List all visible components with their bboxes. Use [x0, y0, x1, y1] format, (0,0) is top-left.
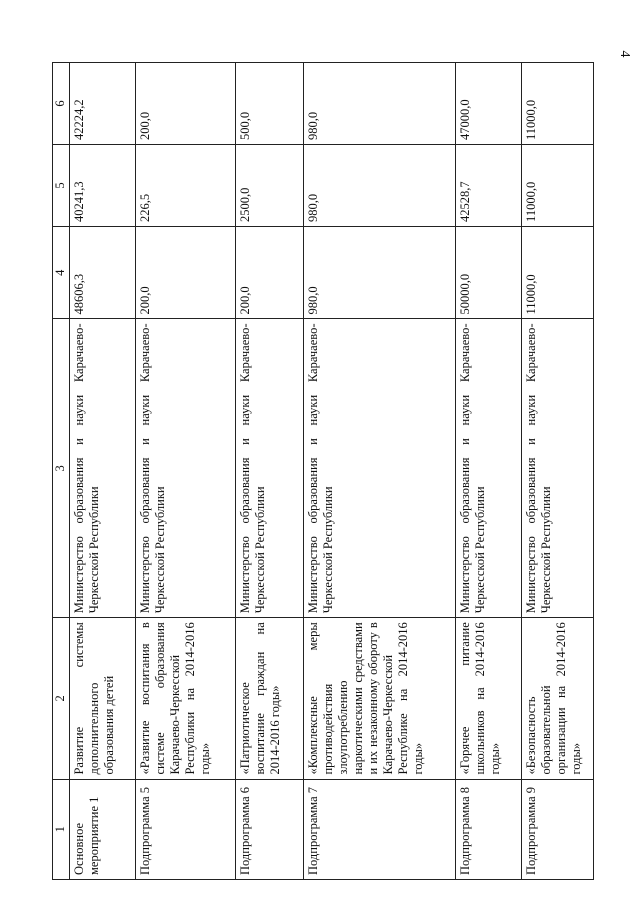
- value-cell: 11000,0: [522, 63, 594, 145]
- value-cell: 2500,0: [235, 145, 303, 227]
- column-header: 4: [53, 226, 70, 319]
- value-cell: 980,0: [304, 226, 456, 319]
- executor-cell: Министерство образования и науки Карачаево-Черкесской Республики: [135, 319, 235, 618]
- executor-cell: Министерство образования и науки Карачаево-Черкесской Республики: [522, 319, 594, 618]
- program-name-cell: Подпрограмма 6: [235, 779, 303, 879]
- value-cell: 500,0: [235, 63, 303, 145]
- program-title-cell: «Комплексные меры противодействия злоупотреблению наркотическими средствами и их незаконному обороту в Карачаево-Черкесской Республике на 2014-2016 годы»: [304, 618, 456, 779]
- value-cell: 11000,0: [522, 226, 594, 319]
- program-title-cell: «Развитие воспитания в системе образования Карачаево-Черкесской Республики на 2014-2016 годы»: [135, 618, 235, 779]
- program-title-cell: «Безопасность образовательной организации на 2014-2016 годы»: [522, 618, 594, 779]
- program-title-cell: Развитие системы дополнительного образования детей: [69, 618, 135, 779]
- value-cell: 42528,7: [456, 145, 522, 227]
- table-row: [69, 63, 135, 880]
- executor-cell: Министерство образования и науки Карачаево-Черкесской Республики: [69, 319, 135, 618]
- value-cell: 50000,0: [456, 226, 522, 319]
- value-cell: 200,0: [235, 226, 303, 319]
- value-cell: 40241,3: [69, 145, 135, 227]
- table-row: [235, 63, 303, 880]
- value-cell: 48606,3: [69, 226, 135, 319]
- value-cell: 226,5: [135, 145, 235, 227]
- header-row: [53, 63, 70, 880]
- column-header: 5: [53, 145, 70, 227]
- value-cell: 200,0: [135, 226, 235, 319]
- value-cell: 980,0: [304, 63, 456, 145]
- value-cell: 42224,2: [69, 63, 135, 145]
- table-row: [522, 63, 594, 880]
- column-header: 1: [53, 779, 70, 879]
- program-title-cell: «Патриотическое воспитание граждан на 2014-2016 годы»: [235, 618, 303, 779]
- executor-cell: Министерство образования и науки Карачаево-Черкесской Республики: [304, 319, 456, 618]
- program-name-cell: Подпрограмма 5: [135, 779, 235, 879]
- program-name-cell: Подпрограмма 9: [522, 779, 594, 879]
- column-header: 3: [53, 319, 70, 618]
- value-cell: 980,0: [304, 145, 456, 227]
- value-cell: 11000,0: [522, 145, 594, 227]
- value-cell: 200,0: [135, 63, 235, 145]
- program-title-cell: «Горячее питание школьников на 2014-2016 годы»: [456, 618, 522, 779]
- program-name-cell: Основное мероприятие 1: [69, 779, 135, 879]
- column-header: 6: [53, 63, 70, 145]
- column-header: 2: [53, 618, 70, 779]
- value-cell: 47000,0: [456, 63, 522, 145]
- rotated-table-container: [52, 62, 594, 880]
- executor-cell: Министерство образования и науки Карачаево-Черкесской Республики: [456, 319, 522, 618]
- table-row: [304, 63, 456, 880]
- program-funding-table: [52, 62, 594, 880]
- program-name-cell: Подпрограмма 7: [304, 779, 456, 879]
- table-row: [135, 63, 235, 880]
- executor-cell: Министерство образования и науки Карачаево-Черкесской Республики: [235, 319, 303, 618]
- table-row: [456, 63, 522, 880]
- program-name-cell: Подпрограмма 8: [456, 779, 522, 879]
- page-number: 4: [617, 50, 632, 58]
